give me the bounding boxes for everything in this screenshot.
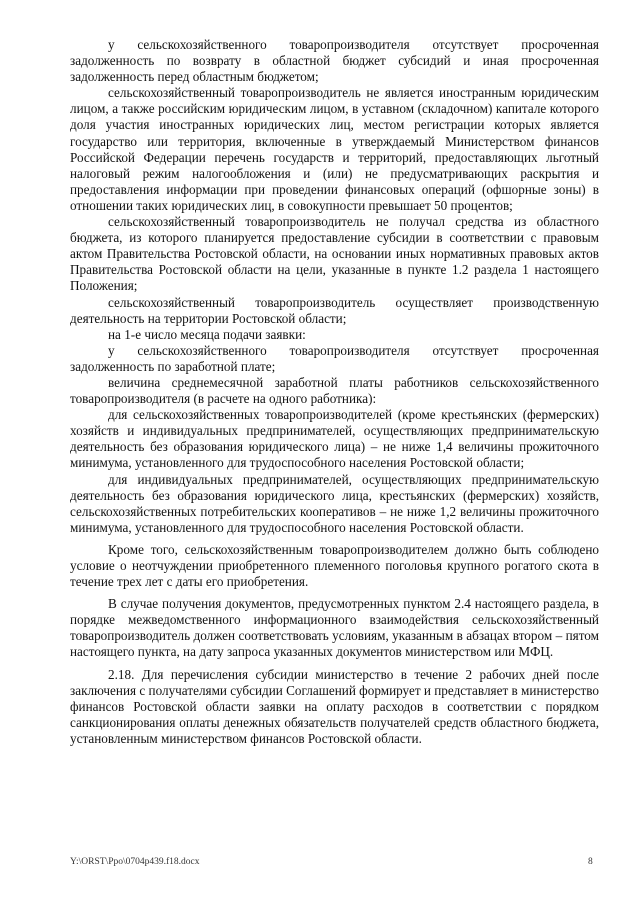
paragraph-salary-entrepreneurs: для индивидуальных предпринимателей, осуществляющих предпринимательскую деятельность без образования юридического лица, крестьянских (фермерских) хозяйств, сельскохозяйственных потребительских кооперативов – не ниже 1,2 величины прожиточного минимума, установленного для трудоспособного населения Ростовской области.: [70, 471, 599, 535]
paragraph-as-of-first-day: на 1-е число месяца подачи заявки:: [108, 326, 306, 342]
paragraph-no-overdue-budget-debt: у сельскохозяйственного товаропроизводителя отсутствует просроченная задолженность по возврату в областной бюджет субсидий и иная просроченная задолженность перед областным бюджетом;: [70, 37, 599, 85]
document-body: [70, 37, 599, 747]
paragraph-no-other-budget-funds: сельскохозяйственный товаропроизводитель не получал средства из областного бюджета, из которого планируется предоставление субсидии в соответствии с правовым актом Правительства Ростовской области, на основании иных нормативных правовых актов Правительства Ростовской области на цели, указанные в пункте 1.2 раздела 1 настоящего Положения;: [70, 214, 599, 294]
paragraph-salary-producers: для сельскохозяйственных товаропроизводителей (кроме крестьянских (фермерских) хозяйств и индивидуальных предпринимателей, осуществляющих предпринимательскую деятельность без образования юридического лица) – не ниже 1,4 величины прожиточного минимума, установленного для трудоспособного населения Ростовской области;: [70, 407, 599, 471]
paragraph-operates-in-region: сельскохозяйственный товаропроизводитель осуществляет производственную деятельность на территории Ростовской области;: [70, 294, 599, 326]
paragraph-average-salary: величина среднемесячной заработной платы работников сельскохозяйственного товаропроизводителя (в расчете на одного работника):: [70, 374, 599, 407]
paragraph-section-2-18: 2.18. Для перечисления субсидии министерство в течение 2 рабочих дней после заключения с получателями субсидии Соглашений формирует и представляет в министерство финансов Ростовской области заявки на оплату расходов в соответствии с порядком санкционирования оплаты денежных обязательств получателей средств областного бюджета, установленным министерством финансов Ростовской области.: [70, 666, 599, 746]
paragraph-livestock-condition: Кроме того, сельскохозяйственным товаропроизводителем должно быть соблюдено условие о неотчуждении приобретенного племенного поголовья крупного рогатого скота в течение трех лет с даты его приобретения.: [70, 541, 599, 590]
paragraph-no-salary-debt: у сельскохозяйственного товаропроизводителя отсутствует просроченная задолженность по заработной плате;: [70, 342, 599, 374]
paragraph-interagency-documents: В случае получения документов, предусмотренных пунктом 2.4 настоящего раздела, в порядке межведомственного информационного взаимодействия сельскохозяйственный товаропроизводитель должен соответствовать условиям, указанным в абзацах втором – пятом настоящего пункта, на дату запроса указанных документов министерством или МФЦ.: [70, 596, 599, 660]
footer-file-path: Y:\ORST\Ppo\0704p439.f18.docx: [70, 857, 200, 867]
paragraph-not-foreign-entity: сельскохозяйственный товаропроизводитель не является иностранным юридическим лицом, а также российским юридическим лицом, в уставном (складочном) капитале которого доля участия иностранных юридических лиц, местом регистрации которых является государство или территория, включенные в утверждаемый Министерством финансов Российской Федерации перечень государств и территорий, предоставляющих льготный налоговый режим налогообложения и (или) не предусматривающих раскрытия и предоставления информации при проведении финансовых операций (офшорные зоны) в отношении таких юридических лиц, в совокупности превышает 50 процентов;: [70, 85, 599, 213]
footer-page-number: 8: [588, 857, 593, 867]
